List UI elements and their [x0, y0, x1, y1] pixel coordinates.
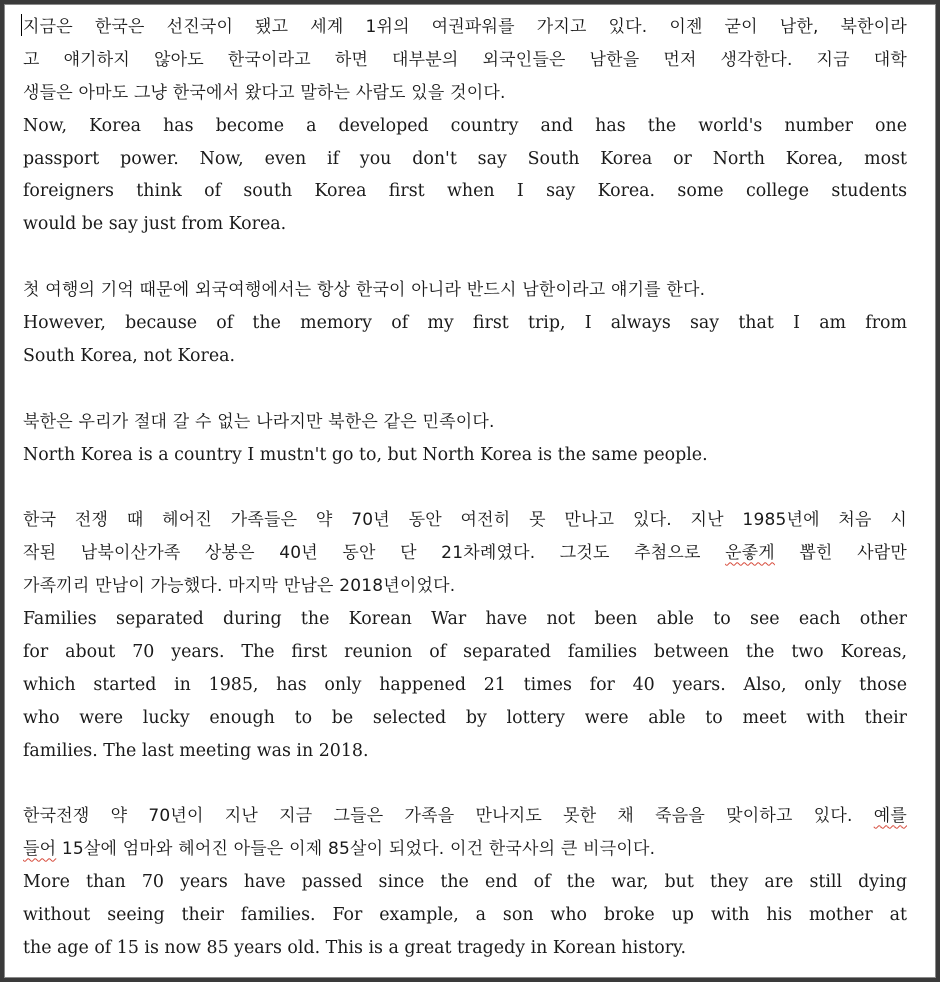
english-text-line: More than 70 years have passed since the end of the war, but they are still dying — [23, 872, 907, 893]
korean-text-line: 지금은 한국은 선진국이 됐고 세계 1위의 여권파워를 가지고 있다. 이젠 굳이 남한, 북한이라 — [23, 17, 907, 37]
spellcheck-underline[interactable]: 예를 — [873, 806, 907, 827]
english-text-line: would be say just from Korea. — [23, 214, 287, 235]
english-text-line: who were lucky enough to be selected by lottery were able to meet with their — [23, 707, 907, 728]
spellcheck-underline[interactable]: 운좋게 — [725, 543, 775, 564]
korean-text-line: 한국 전쟁 때 헤어진 가족들은 약 70년 동안 여전히 못 만나고 있다. 지난 1985년에 처음 시 — [23, 510, 907, 531]
korean-text-line: 가족끼리 만남이 가능했다. 마지막 만남은 2018년이었다. — [23, 576, 456, 597]
korean-text-line: 생들은 아마도 그냥 한국에서 왔다고 말하는 사람도 있을 것이다. — [23, 82, 506, 103]
korean-text-line: 북한은 우리가 절대 갈 수 없는 나라지만 북한은 같은 민족이다. — [23, 411, 495, 432]
paragraph-1 — [23, 11, 907, 241]
english-text-line: passport power. Now, even if you don't say South Korea or North Korea, most — [23, 148, 907, 169]
document-body[interactable] — [23, 11, 907, 982]
spellcheck-underline[interactable]: 들어 — [23, 839, 57, 860]
english-text-line: foreigners think of south Korea first when I say Korea. some college students — [23, 181, 907, 202]
korean-text-line: 첫 여행의 기억 때문에 외국여행에서는 항상 한국이 아니라 반드시 남한이라고 얘기를 한다. — [23, 280, 706, 301]
paragraph-2 — [23, 274, 907, 373]
korean-text-line: 한국전쟁 약 70년이 지난 지금 그들은 가족을 만나지도 못한 채 죽음을 맞이하고 있다. 예를 — [23, 806, 907, 827]
korean-text-line: 고 얘기하지 않아도 한국이라고 하면 대부분의 외국인들은 남한을 먼저 생각한다. 지금 대학 — [23, 49, 907, 70]
english-text-line: which started in 1985, has only happened 21 times for 40 years. Also, only those — [23, 674, 907, 695]
english-text-line: families. The last meeting was in 2018. — [23, 740, 369, 761]
korean-text-line: 들어 15살에 엄마와 헤어진 아들은 이제 85살이 되었다. 이건 한국사의 큰 비극이다. — [23, 839, 656, 860]
paragraph-4 — [23, 504, 907, 767]
english-text-line: without seeing their families. For example, a son who broke up with his mother at — [23, 905, 907, 926]
english-text-line: for about 70 years. The first reunion of separated families between the two Koreas, — [23, 641, 907, 662]
english-text-line: South Korea, not Korea. — [23, 345, 236, 366]
korean-text-line: 작된 남북이산가족 상봉은 40년 동안 단 21차례였다. 그것도 추첨으로 운좋게 뽑힌 사람만 — [23, 543, 907, 564]
english-text-line: Families separated during the Korean War have not been able to see each other — [23, 609, 907, 630]
english-text-line: the age of 15 is now 85 years old. This is a great tragedy in Korean history. — [23, 937, 687, 958]
text-cursor — [21, 14, 22, 36]
english-text-line: North Korea is a country I mustn't go to, but North Korea is the same people. — [23, 444, 708, 465]
paragraph-3 — [23, 406, 907, 472]
paragraph-5 — [23, 800, 907, 964]
english-text-line: However, because of the memory of my first trip, I always say that I am from — [23, 313, 907, 334]
english-text-line: Now, Korea has become a developed country and has the world's number one — [23, 115, 907, 136]
